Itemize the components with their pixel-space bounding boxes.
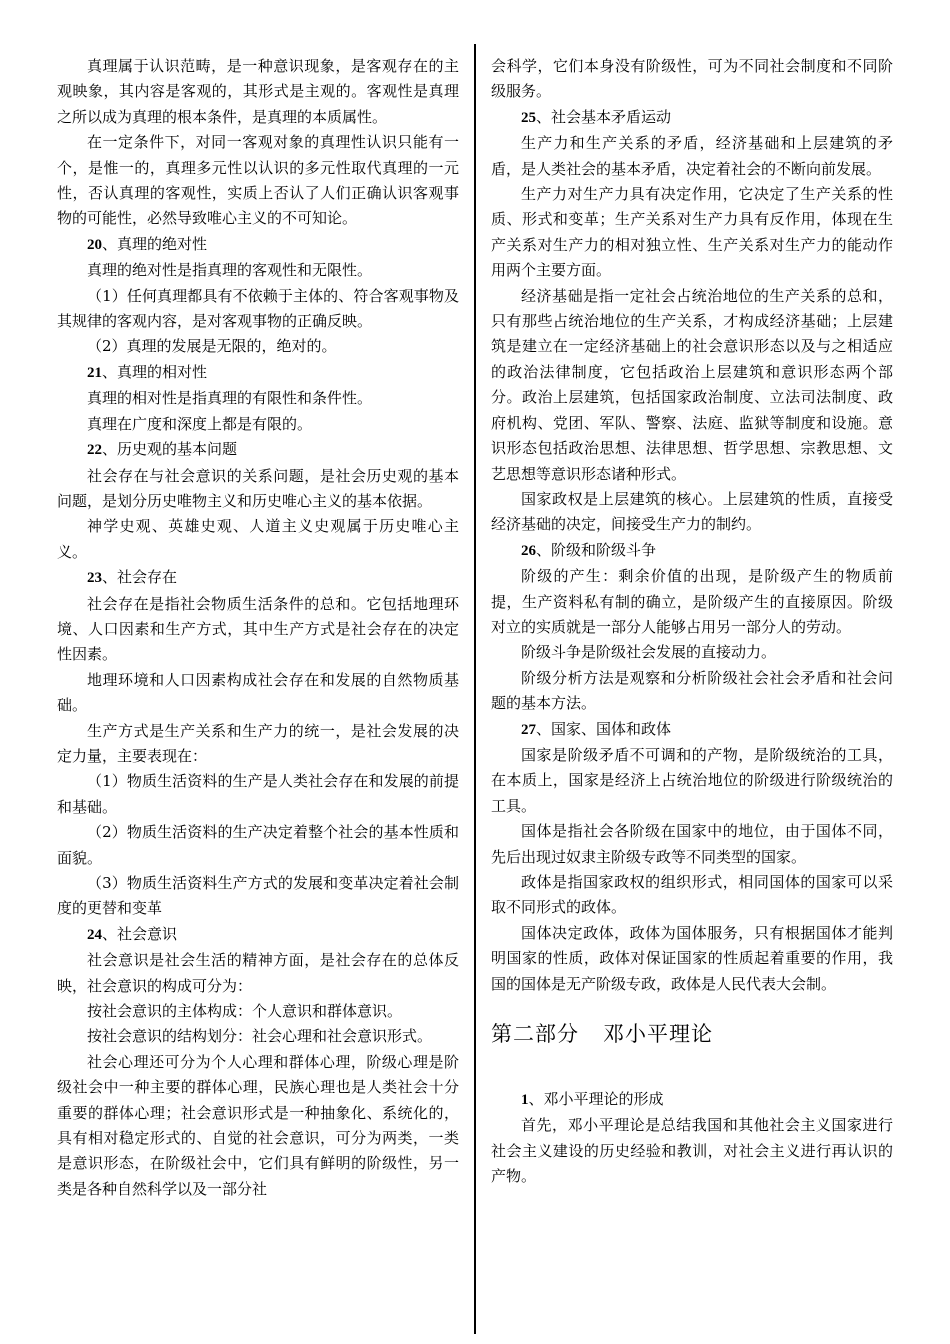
continued-paragraph: 会科学，它们本身没有阶级性，可为不同社会制度和不同阶级服务。 bbox=[491, 57, 893, 101]
paragraph: 按社会意识的主体构成：个人意识和群体意识。 bbox=[87, 1002, 403, 1021]
paragraph: （3）物质生活资料生产方式的发展和变革决定着社会制度的更替和变革 bbox=[57, 874, 459, 918]
right-column bbox=[491, 54, 893, 1190]
paragraph: 真理在广度和深度上都是有限的。 bbox=[87, 414, 313, 433]
paragraph: 首先，邓小平理论是总结我国和其他社会主义国家进行社会主义建设的历史经验和教训，对社会主义进行再认识的产物。 bbox=[491, 1116, 893, 1186]
section-number: 25 bbox=[521, 109, 536, 126]
part-title bbox=[491, 1019, 893, 1049]
section-number: 26 bbox=[521, 542, 536, 559]
part-name: 邓小平理论 bbox=[603, 1022, 713, 1047]
section-number: 1 bbox=[521, 1092, 529, 1109]
part-number: 第二部分 bbox=[491, 1022, 579, 1047]
section-number: 22 bbox=[87, 442, 102, 459]
paragraph: 神学史观、英雄史观、人道主义史观属于历史唯心主义。 bbox=[57, 517, 459, 561]
paragraph: 生产力对生产力具有决定作用，它决定了生产关系的性质、形式和变革；生产关系对生产力具有反作用，体现在生产关系对生产力的相对独立性、生产关系对生产力的能动作用两个主要方面。 bbox=[491, 185, 893, 280]
section-heading bbox=[57, 232, 459, 258]
section-title: 、真理的相对性 bbox=[102, 362, 208, 381]
paragraph: 真理的相对性是指真理的有限性和条件性。 bbox=[87, 389, 373, 408]
section-title: 、社会意识 bbox=[102, 924, 178, 943]
paragraph: 国体是指社会各阶级在国家中的地位，由于国体不同，先后出现过奴隶主阶级专政等不同类型的国家。 bbox=[491, 822, 893, 866]
paragraph: 国体决定政体，政体为国体服务，只有根据国体才能判明国家的性质，政体对保证国家的性质起着重要的作用，我国的国体是无产阶级专政，政体是人民代表大会制。 bbox=[491, 923, 893, 993]
paragraph: 在一定条件下，对同一客观对象的真理性认识只能有一个，是惟一的，真理多元性以认识的多元性取代真理的一元性，否认真理的客观性，实质上否认了人们正确认识客观事物的可能性，必然导致唯心主义的不可知论。 bbox=[57, 133, 459, 228]
section-title: 、阶级和阶级斗争 bbox=[536, 540, 657, 559]
paragraph: 经济基础是指一定社会占统治地位的生产关系的总和，只有那些占统治地位的生产关系，才构成经济基础；上层建筑是建立在一定经济基础上的社会意识形态以及与之相适应的政治法律制度，它包括政治上层建筑和意识形态两个部分。政治上层建筑，包括国家政治制度、立法司法制度、政府机构、党团、军队、警察、法庭、监狱等制度和设施。意识形态包括政治思想、法律思想、哲学思想、宗教思想、文艺思想等意识形态诸种形式。 bbox=[491, 286, 893, 483]
paragraph: 阶级分析方法是观察和分析阶级社会社会矛盾和社会问题的基本方法。 bbox=[491, 668, 893, 713]
section-heading bbox=[491, 105, 893, 131]
paragraph: 按社会意识的结构划分：社会心理和社会意识形式。 bbox=[87, 1027, 433, 1046]
paragraph: 社会存在是指社会物质生活条件的总和。它包括地理环境、人口因素和生产方式，其中生产方式是社会存在的决定性因素。 bbox=[57, 594, 459, 664]
left-column bbox=[57, 54, 459, 1202]
section-heading bbox=[57, 565, 459, 591]
paragraph: 国家政权是上层建筑的核心。上层建筑的性质，直接受经济基础的决定，间接受生产力的制约。 bbox=[491, 489, 893, 534]
paragraph: 生产力和生产关系的矛盾，经济基础和上层建筑的矛盾，是人类社会的基本矛盾，决定着社会的不断向前发展。 bbox=[491, 134, 893, 178]
paragraph: 地理环境和人口因素构成社会存在和发展的自然物质基础。 bbox=[57, 670, 459, 715]
paragraph: 生产方式是生产关系和生产力的统一，是社会发展的决定力量，主要表现在： bbox=[57, 721, 459, 765]
section-heading bbox=[57, 922, 459, 948]
section-heading bbox=[57, 437, 459, 463]
paragraph: 社会意识是社会生活的精神方面，是社会存在的总体反映，社会意识的构成可分为： bbox=[57, 951, 459, 995]
section-title: 、国家、国体和政体 bbox=[536, 719, 672, 738]
column-divider bbox=[474, 44, 476, 1334]
paragraph: （2）真理的发展是无限的，绝对的。 bbox=[87, 337, 337, 356]
section-heading bbox=[57, 360, 459, 386]
section-title: 、社会基本矛盾运动 bbox=[536, 107, 672, 126]
section-title: 、邓小平理论的形成 bbox=[528, 1090, 664, 1109]
section-title: 、历史观的基本问题 bbox=[102, 440, 238, 459]
paragraph: （1）物质生活资料的生产是人类社会存在和发展的前提和基础。 bbox=[57, 772, 459, 816]
paragraph: 阶级斗争是阶级社会发展的直接动力。 bbox=[521, 643, 777, 662]
paragraph: 国家是阶级矛盾不可调和的产物，是阶级统治的工具，在本质上，国家是经济上占统治地位的阶级进行阶级统治的工具。 bbox=[491, 745, 893, 815]
section-title: 、社会存在 bbox=[102, 568, 178, 587]
section-heading bbox=[491, 1087, 893, 1113]
section-heading bbox=[491, 538, 893, 564]
section-number: 24 bbox=[87, 926, 102, 943]
section-number: 23 bbox=[87, 570, 102, 587]
section-number: 21 bbox=[87, 364, 102, 381]
paragraph: 真理的绝对性是指真理的客观性和无限性。 bbox=[87, 261, 373, 280]
paragraph: （1）任何真理都具有不依赖于主体的、符合客观事物及其规律的客观内容，是对客观事物的正确反映。 bbox=[57, 286, 459, 331]
paragraph: （2）物质生活资料的生产决定着整个社会的基本性质和面貌。 bbox=[57, 823, 459, 867]
paragraph: 政体是指国家政权的组织形式，相同国体的国家可以采取不同形式的政体。 bbox=[491, 873, 893, 917]
section-title: 、真理的绝对性 bbox=[102, 234, 208, 253]
section-number: 27 bbox=[521, 721, 536, 738]
paragraph: 社会存在与社会意识的关系问题，是社会历史观的基本问题，是划分历史唯物主义和历史唯心主义的基本依据。 bbox=[57, 466, 459, 510]
paragraph: 阶级的产生：剩余价值的出现，是阶级产生的物质前提，生产资料私有制的确立，是阶级产生的直接原因。阶级对立的实质就是一部分人能够占用另一部分人的劳动。 bbox=[491, 567, 893, 636]
paragraph: 社会心理还可分为个人心理和群体心理，阶级心理是阶级社会中一种主要的群体心理，民族心理也是人类社会十分重要的群体心理；社会意识形式是一种抽象化、系统化的，具有相对稳定形式的、自觉的社会意识，可分为两类，一类是意识形态，在阶级社会中，它们具有鲜明的阶级性，另一类是各种自然科学以及一部分社 bbox=[57, 1052, 459, 1198]
section-heading bbox=[491, 717, 893, 743]
section-number: 20 bbox=[87, 236, 102, 253]
paragraph: 真理属于认识范畴，是一种意识现象，是客观存在的主观映象，其内容是客观的，其形式是主观的。客观性是真理之所以成为真理的根本条件，是真理的本质属性。 bbox=[57, 57, 459, 126]
